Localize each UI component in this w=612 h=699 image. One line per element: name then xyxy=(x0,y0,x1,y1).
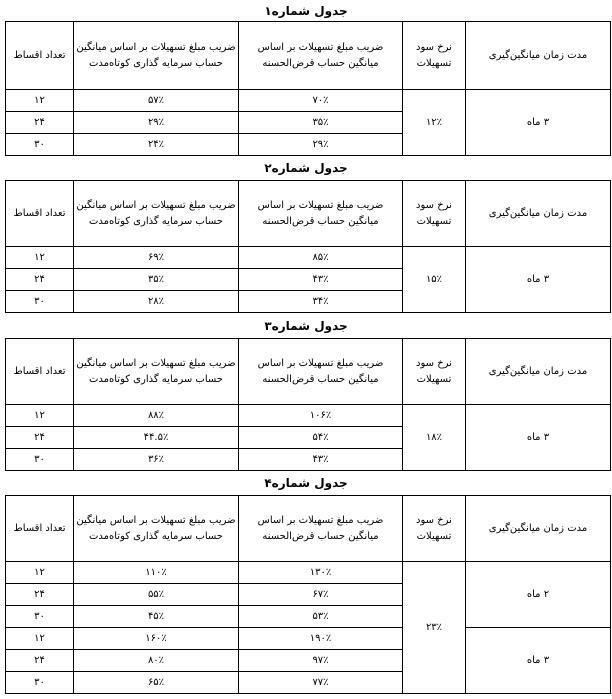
header-period: مدت زمان میانگین‌گیری xyxy=(466,22,611,90)
table-2 xyxy=(5,180,611,313)
short-term-cell: ۲۸٪ xyxy=(74,291,239,313)
qard-cell: ۱۹۰٪ xyxy=(239,628,403,650)
installments-cell: ۳۰ xyxy=(6,134,74,156)
installments-cell: ۲۴ xyxy=(6,112,74,134)
table-4 xyxy=(5,495,611,694)
installments-cell: ۱۲ xyxy=(6,562,74,584)
header-rate: نرخ سود تسهیلات xyxy=(403,339,466,405)
qard-cell: ۹۷٪ xyxy=(239,650,403,672)
table-3-title: جدول شماره۳ xyxy=(264,319,348,333)
installments-cell: ۳۰ xyxy=(6,606,74,628)
short-term-cell: ۴۵٪ xyxy=(74,606,239,628)
period-cell: ۲ ماه xyxy=(466,562,611,628)
short-term-cell: ۳۶٪ xyxy=(74,449,239,471)
table-3-header-row xyxy=(6,339,611,405)
period-cell: ۳ ماه xyxy=(466,405,611,471)
qard-cell: ۵۴٪ xyxy=(239,427,403,449)
qard-cell: ۱۳۰٪ xyxy=(239,562,403,584)
rate-cell: ۲۳٪ xyxy=(403,562,466,694)
short-term-cell: ۶۵٪ xyxy=(74,672,239,694)
installments-cell: ۱۲ xyxy=(6,405,74,427)
table-4-header-row xyxy=(6,496,611,562)
qard-cell: ۴۳٪ xyxy=(239,269,403,291)
table-4-title: جدول شماره۴ xyxy=(264,476,348,490)
table-row xyxy=(6,90,611,112)
header-rate: نرخ سود تسهیلات xyxy=(403,496,466,562)
installments-cell: ۳۰ xyxy=(6,449,74,471)
installments-cell: ۱۲ xyxy=(6,247,74,269)
installments-cell: ۲۴ xyxy=(6,269,74,291)
short-term-cell: ۱۶۰٪ xyxy=(74,628,239,650)
rate-cell: ۱۸٪ xyxy=(403,405,466,471)
short-term-cell: ۸۸٪ xyxy=(74,405,239,427)
header-installments: تعداد اقساط xyxy=(6,339,74,405)
header-qard: ضریب مبلغ تسهیلات بر اساس میانگین حساب قرض‌الحسنه xyxy=(239,496,403,562)
qard-cell: ۸۵٪ xyxy=(239,247,403,269)
short-term-cell: ۵۵٪ xyxy=(74,584,239,606)
header-short-term: ضریب مبلغ تسهیلات بر اساس میانگین حساب سرمایه گذاری کوتاه‌مدت xyxy=(74,22,239,90)
short-term-cell: ۵۷٪ xyxy=(74,90,239,112)
qard-cell: ۴۳٪ xyxy=(239,449,403,471)
installments-cell: ۲۴ xyxy=(6,650,74,672)
period-cell: ۳ ماه xyxy=(466,90,611,156)
header-period: مدت زمان میانگین‌گیری xyxy=(466,181,611,247)
header-qard: ضریب مبلغ تسهیلات بر اساس میانگین حساب قرض‌الحسنه xyxy=(239,339,403,405)
installments-cell: ۳۰ xyxy=(6,291,74,313)
qard-cell: ۵۳٪ xyxy=(239,606,403,628)
rate-cell: ۱۲٪ xyxy=(403,90,466,156)
header-period: مدت زمان میانگین‌گیری xyxy=(466,496,611,562)
short-term-cell: ۱۱۰٪ xyxy=(74,562,239,584)
qard-cell: ۱۰۶٪ xyxy=(239,405,403,427)
header-short-term: ضریب مبلغ تسهیلات بر اساس میانگین حساب سرمایه گذاری کوتاه‌مدت xyxy=(74,339,239,405)
header-short-term: ضریب مبلغ تسهیلات بر اساس میانگین حساب سرمایه گذاری کوتاه‌مدت xyxy=(74,496,239,562)
header-short-term: ضریب مبلغ تسهیلات بر اساس میانگین حساب سرمایه گذاری کوتاه‌مدت xyxy=(74,181,239,247)
installments-cell: ۳۰ xyxy=(6,672,74,694)
table-row xyxy=(6,628,611,650)
installments-cell: ۱۲ xyxy=(6,90,74,112)
table-1-title: جدول شماره۱ xyxy=(264,4,348,18)
table-row xyxy=(6,405,611,427)
header-period: مدت زمان میانگین‌گیری xyxy=(466,339,611,405)
header-installments: تعداد اقساط xyxy=(6,22,74,90)
qard-cell: ۷۷٪ xyxy=(239,672,403,694)
qard-cell: ۷۰٪ xyxy=(239,90,403,112)
header-rate: نرخ سود تسهیلات xyxy=(403,181,466,247)
table-1 xyxy=(5,21,611,156)
short-term-cell: ۳۵٪ xyxy=(74,269,239,291)
short-term-cell: ۸۰٪ xyxy=(74,650,239,672)
header-installments: تعداد اقساط xyxy=(6,181,74,247)
short-term-cell: ۶۹٪ xyxy=(74,247,239,269)
short-term-cell: ۴۴.۵٪ xyxy=(74,427,239,449)
header-rate: نرخ سود تسهیلات xyxy=(403,22,466,90)
header-installments: تعداد اقساط xyxy=(6,496,74,562)
rate-cell: ۱۵٪ xyxy=(403,247,466,313)
installments-cell: ۲۴ xyxy=(6,584,74,606)
qard-cell: ۳۵٪ xyxy=(239,112,403,134)
table-row xyxy=(6,247,611,269)
table-2-header-row xyxy=(6,181,611,247)
installments-cell: ۱۲ xyxy=(6,628,74,650)
qard-cell: ۲۹٪ xyxy=(239,134,403,156)
qard-cell: ۶۷٪ xyxy=(239,584,403,606)
installments-cell: ۲۴ xyxy=(6,427,74,449)
qard-cell: ۳۴٪ xyxy=(239,291,403,313)
table-1-header-row xyxy=(6,22,611,90)
header-qard: ضریب مبلغ تسهیلات بر اساس میانگین حساب قرض‌الحسنه xyxy=(239,22,403,90)
table-row xyxy=(6,562,611,584)
short-term-cell: ۲۴٪ xyxy=(74,134,239,156)
table-3 xyxy=(5,338,611,471)
short-term-cell: ۲۹٪ xyxy=(74,112,239,134)
header-qard: ضریب مبلغ تسهیلات بر اساس میانگین حساب قرض‌الحسنه xyxy=(239,181,403,247)
period-cell: ۳ ماه xyxy=(466,247,611,313)
period-cell: ۳ ماه xyxy=(466,628,611,694)
table-2-title: جدول شماره۲ xyxy=(264,161,348,175)
